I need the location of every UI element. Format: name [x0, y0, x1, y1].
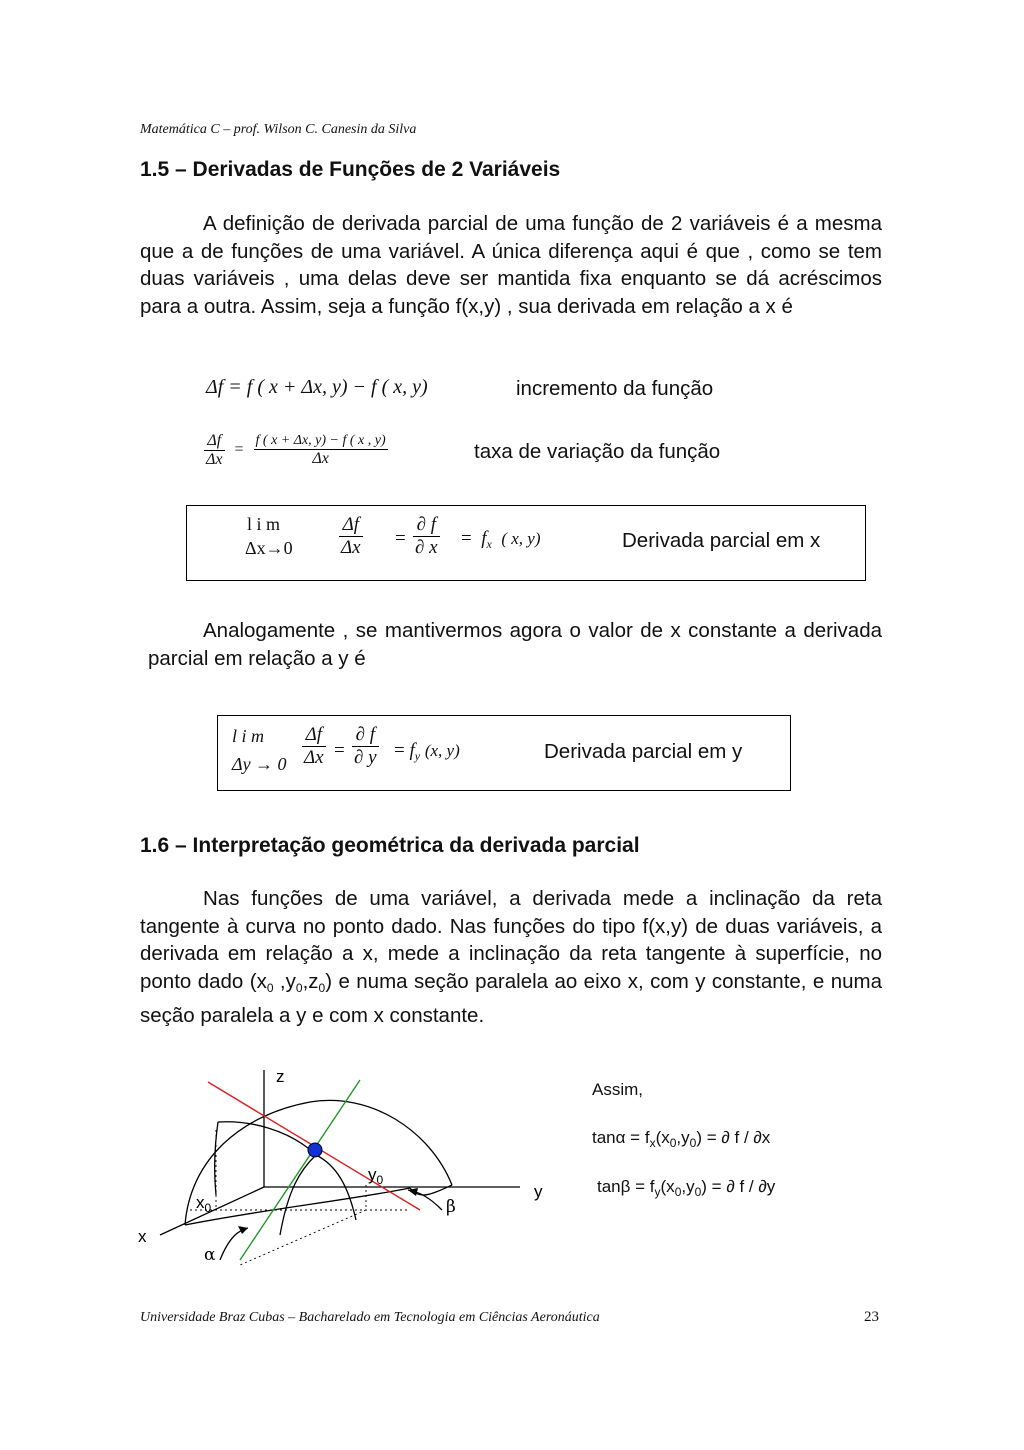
partial-x-box: [186, 505, 866, 581]
section-heading-1-6: 1.6 – Interpretação geométrica da derivada parcial: [140, 834, 640, 857]
rate-rhs-fraction: [254, 433, 388, 468]
surface-side-curve: [215, 1122, 218, 1195]
partial-y: ∂ y: [354, 747, 377, 768]
equals-sign: =: [234, 441, 244, 459]
geo-text-1: Nas funções de uma variável, a derivada mede a inclinação da reta tangente à curva no ponto dado. Nas funções do tipo f(x,y) de duas variáveis, a derivada em relação a x, mede a inclinação da reta tangente à superfície, no ponto dado (x: [140, 887, 882, 993]
axis-x-label: x: [138, 1227, 147, 1246]
rate-lhs-num: Δf: [204, 432, 225, 451]
geo-text-2: ,y: [273, 969, 296, 993]
tan-alpha-formula: $\tan\alpha = f_x(x_0,y_0)$ = ∂ f / ∂x: [592, 1128, 771, 1150]
fy-sub: y: [414, 749, 421, 763]
geo-text-4: ) e numa seção paralela ao eixo x, com y constante, e numa seção paralela a y e com x constante.: [140, 969, 882, 1027]
partial-y-label: Derivada parcial em y: [544, 740, 743, 763]
geo-sub-x0: 0: [266, 980, 274, 995]
intro-paragraph: A definição de derivada parcial de uma função de 2 variáveis é a mesma que a de funções de uma variável. A única diferença aqui é que , como se tem duas variáveis , uma delas deve ser mantida fixa enquanto se dá acréscimos para a outra. Assim, seja a função f(x,y) , sua derivada em relação a x é: [140, 212, 882, 318]
page-number: 23: [864, 1309, 879, 1325]
lim-x-sub: Δx→0: [245, 538, 293, 558]
equation-rate-label: taxa de variação da função: [474, 440, 721, 463]
delta-f-y: Δf: [302, 724, 326, 747]
partial-f: ∂ f: [413, 514, 440, 537]
partial-x-frac1: [339, 514, 363, 559]
lim-y-sub: Δy → 0: [232, 754, 287, 774]
delta-x: Δx: [341, 537, 361, 558]
lim-x-label: l i m: [247, 514, 281, 534]
axis-y-label: y: [534, 1182, 543, 1201]
analog-paragraph: Analogamente , se mantivermos agora o valor de x constante a derivada parcial em relação a y é: [148, 619, 882, 670]
rate-rhs-num: f ( x + Δx, y) − f ( x , y): [255, 433, 386, 448]
surface-outline: [185, 1100, 452, 1225]
geo-sub-y0: 0: [295, 980, 303, 995]
geo-text-3: ,z: [302, 969, 319, 993]
equals-1: =: [395, 528, 406, 549]
fx-args: ( x, y): [501, 529, 541, 548]
fx-sub: x: [486, 537, 492, 551]
rate-lhs-den: Δx: [206, 451, 223, 468]
lim-y-label: l i m: [232, 726, 265, 746]
fy-args: (x, y): [424, 741, 460, 760]
partial-y-frac2: [352, 724, 379, 769]
delta-fraction-x: [339, 514, 363, 559]
delta-x-y: Δx: [304, 747, 324, 768]
dashed-y0-line: [240, 1210, 366, 1265]
delta-fraction-y: [302, 724, 326, 769]
section-heading-1-5: 1.5 – Derivadas de Funções de 2 Variáveis: [140, 158, 561, 181]
fy-f: f: [409, 740, 415, 761]
tan-beta-formula: $\tan\beta = f_y(x_0,y_0)$ = ∂ f / ∂y: [597, 1177, 776, 1199]
partial-x-frac2: [413, 514, 440, 559]
partial-y-result: = $f_y$ (x, y): [394, 740, 460, 763]
beta-arrowhead: [408, 1188, 418, 1196]
fx-f: f: [481, 528, 487, 549]
running-header: Matemática C – prof. Wilson C. Canesin da Silva: [140, 122, 417, 137]
tangent-line-y: [240, 1080, 360, 1260]
partial-y-box: [217, 715, 791, 791]
axis-z-label: z: [276, 1067, 285, 1086]
delta-f: Δf: [339, 514, 363, 537]
alpha-arrowhead: [238, 1226, 248, 1234]
partial-fraction-x: [413, 514, 440, 559]
beta-label: β: [446, 1197, 456, 1217]
x-axis: [160, 1187, 264, 1235]
partial-f-y: ∂ f: [352, 724, 379, 747]
geometric-figure: [130, 1060, 570, 1285]
partial-fraction-y: [352, 724, 379, 769]
alpha-label: α: [204, 1245, 216, 1265]
rate-rhs-den: Δx: [312, 450, 329, 467]
partial-x: ∂ x: [415, 537, 438, 558]
equation-increment: Δf = f ( x + Δx, y) − f ( x, y): [206, 376, 428, 398]
equals-2: =: [334, 740, 345, 761]
x0-label: $x_0$: [196, 1193, 212, 1215]
partial-y-frac1: [302, 724, 326, 769]
partial-x-label: Derivada parcial em x: [622, 529, 821, 552]
equation-rate: [204, 432, 388, 469]
y0-label: $y_0$: [368, 1165, 384, 1187]
geometric-paragraph: [140, 885, 882, 1030]
tangent-point: [308, 1143, 322, 1157]
equation-increment-label: incremento da função: [516, 377, 714, 400]
surface-base-curve: [185, 1188, 410, 1225]
rate-lhs-fraction: [204, 432, 225, 469]
section-curve-x: [280, 1155, 316, 1235]
assim-label: Assim,: [592, 1080, 643, 1099]
running-footer: Universidade Braz Cubas – Bacharelado em Tecnologia em Ciências Aeronáutica: [140, 1310, 600, 1325]
geo-sub-z0: 0: [318, 980, 326, 995]
partial-x-result: = $f_x$ ( x, y): [461, 528, 541, 551]
